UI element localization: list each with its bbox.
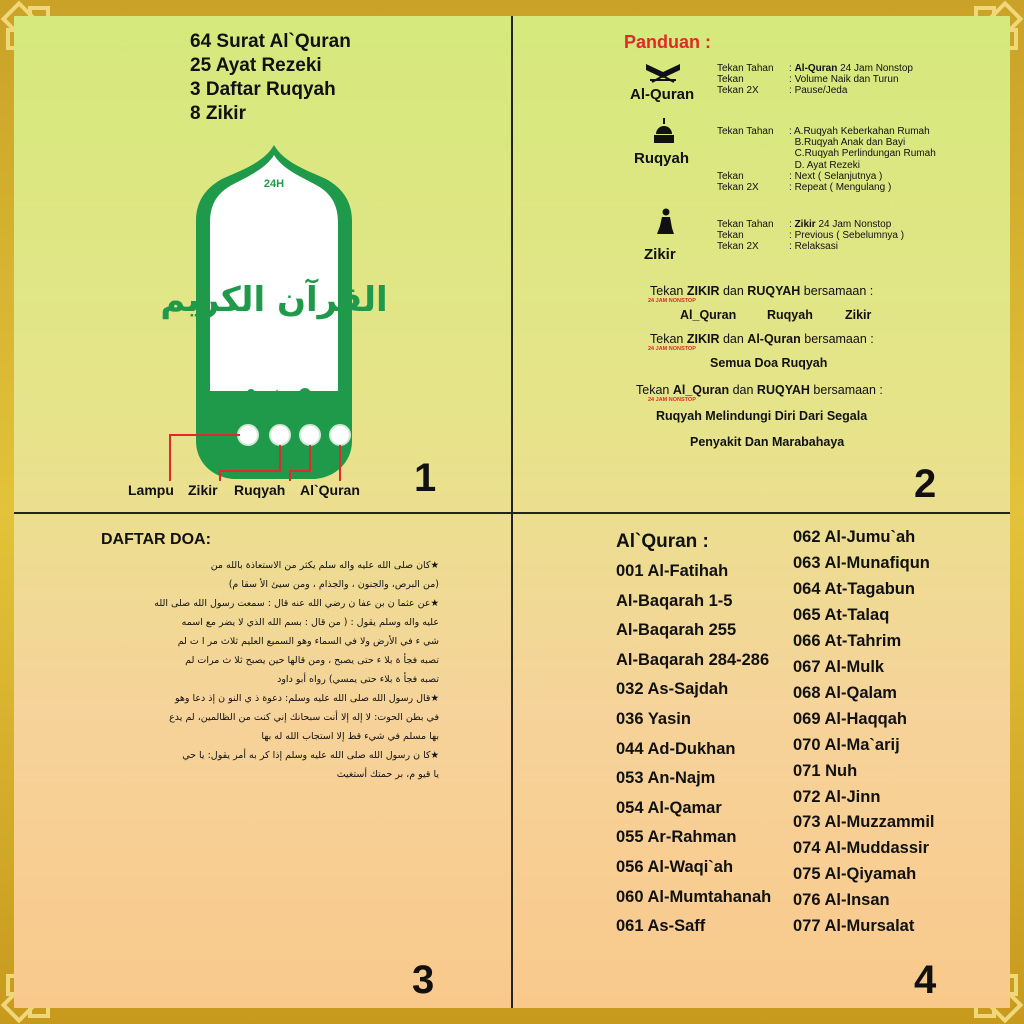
surah-item: 073 Al-Muzzammil <box>793 813 935 832</box>
surah-item: 067 Al-Mulk <box>793 657 885 676</box>
instruction-row: D. Ayat Rezeki <box>794 159 860 171</box>
instruction-row: Tekan 2X : Repeat ( Mengulang ) <box>717 182 892 194</box>
surah-item: 072 Al-Jinn <box>793 787 881 806</box>
panel-number: 1 <box>414 456 437 500</box>
section-label-ruqyah: Ruqyah <box>634 150 690 167</box>
instructions-alquran <box>717 63 913 97</box>
surah-item: 069 Al-Haqqah <box>793 709 908 728</box>
doa-line: ★كا ن رسول الله صلى الله عليه وسلم إذا كر به أمر يقول: يا حي <box>182 750 439 761</box>
panel-number: 2 <box>914 462 937 506</box>
surah-item: 075 Al-Qiyamah <box>793 865 917 884</box>
instruction-row: Tekan Tahan : Zikir 24 Jam Nonstop <box>717 219 892 230</box>
instruction-row: Tekan : Previous ( Sebelumnya ) <box>717 230 905 242</box>
feature-line: 3 Daftar Ruqyah <box>190 79 336 100</box>
label-ruqyah: Ruqyah <box>234 482 286 498</box>
combo-instruction: Tekan ZIKIR dan RUQYAH bersamaan : <box>650 284 874 298</box>
doa-line: يا قيو م، بر حمتك أستغيث <box>336 769 439 780</box>
surah-item: 053 An-Najm <box>616 769 716 788</box>
feature-list <box>190 30 351 126</box>
surah-item: 062 Al-Jumu`ah <box>793 528 916 546</box>
nonstop-tag: 24 JAM NONSTOP <box>648 346 696 352</box>
surah-item: 077 Al-Mursalat <box>793 917 915 936</box>
doa-line: ★عن عثما ن بن عفا ن رضي الله عنه قال : سمعت رسول الله صلى الله <box>154 598 439 609</box>
book-rehal-icon <box>642 60 684 84</box>
device-illustration <box>114 141 437 521</box>
nonstop-tag: 24 JAM NONSTOP <box>648 298 696 304</box>
doa-line: تصبه فجأ ة بلا ء حتى يصبح ، ومن قالها حين يصبح ثلا ث مرات لم <box>185 655 439 666</box>
section-label-alquran: Al-Quran <box>630 86 695 103</box>
surah-item: 071 Nuh <box>793 761 858 780</box>
label-alquran: Al`Quran <box>300 482 360 498</box>
doa-line: بها مسلم في شيء قط إلا استجاب الله له بها <box>261 731 439 742</box>
surah-item: 076 Al-Insan <box>793 891 890 910</box>
feature-line: 25 Ayat Rezeki <box>190 55 322 76</box>
surah-item: 063 Al-Munafiqun <box>793 553 930 572</box>
doa-line: تصبه فجأ ة بلاء حتى يمسي) رواه أبو داود <box>277 674 439 685</box>
instruction-row: Tekan Tahan : A.Ruqyah Keberkahan Rumah <box>717 126 930 137</box>
doa-list <box>99 556 439 784</box>
feature-line: 8 Zikir <box>190 103 246 124</box>
instruction-row: C.Ruqyah Perlindungan Rumah <box>794 148 936 160</box>
combo-result: Semua Doa Ruqyah <box>710 356 828 370</box>
combo-result: Ruqyah Melindungi Diri Dari Segala <box>656 409 868 423</box>
panduan-title: Panduan : <box>624 32 712 52</box>
surah-item: 061 As-Saff <box>616 917 706 936</box>
surah-item: 068 Al-Qalam <box>793 683 897 702</box>
surah-item: 036 Yasin <box>616 710 691 728</box>
lamp-icon <box>247 389 255 397</box>
doa-line: ★كان صلى الله عليه واله سلم يكثر من الاستعاذة بالله من <box>210 560 439 571</box>
zikir-button <box>270 425 290 445</box>
instructions-ruqyah <box>717 126 936 193</box>
combo-instruction: Tekan ZIKIR dan Al-Quran bersamaan : <box>650 332 874 346</box>
surah-item: Al-Baqarah 1-5 <box>616 591 733 610</box>
panel-number: 4 <box>914 958 937 1002</box>
doa-line: في بطن الحوت: لا إله إلا أنت سبحانك إني كنت من الظالمين، لم يدع <box>169 712 439 723</box>
surah-item: 055 Ar-Rahman <box>616 828 737 847</box>
surah-item: 032 As-Sajdah <box>616 680 729 699</box>
doa-line: شي ء في الأرض ولا في السماء وهو السميع العليم ثلاث مر ا ت لم <box>177 636 439 647</box>
ruqyah-button <box>300 425 320 445</box>
surah-item: 056 Al-Waqi`ah <box>616 858 734 876</box>
doa-line: عليه واله وسلم يقول : ( من قال : بسم الله الذي لا يضر مع اسمه <box>181 617 439 628</box>
surah-item: 044 Ad-Dukhan <box>616 739 736 758</box>
daftar-doa-title: DAFTAR DOA: <box>101 531 211 548</box>
quran-logo: القرآن الكريم <box>160 280 388 320</box>
combo-result: Al_Quran <box>680 308 737 322</box>
surah-item: 001 Al-Fatihah <box>616 562 729 580</box>
panel-number: 3 <box>412 958 435 1002</box>
instruction-row: Tekan 2X : Pause/Jeda <box>717 85 848 97</box>
content-board <box>14 16 1010 1008</box>
badge-24h: 24H <box>263 178 285 190</box>
surah-item: 070 Al-Ma`arij <box>793 735 900 754</box>
instruction-row: Tekan : Next ( Selanjutnya ) <box>717 170 883 182</box>
section-label-zikir: Zikir <box>644 246 676 263</box>
quran-button <box>330 425 350 445</box>
doa-line: (من البرص، والجنون ، والجذام ، ومن سيئ الأ سقا م) <box>228 579 439 590</box>
surah-item: 060 Al-Mumtahanah <box>616 887 772 906</box>
mosque-icon <box>652 118 676 144</box>
instructions-zikir <box>717 219 904 253</box>
instruction-row: Tekan : Volume Naik dan Turun <box>717 74 899 86</box>
nonstop-tag: 24 JAM NONSTOP <box>648 397 696 403</box>
combo-result: Penyakit Dan Marabahaya <box>690 435 845 449</box>
instruction-row: B.Ruqyah Anak dan Bayi <box>794 137 906 149</box>
combo-result: Zikir <box>845 308 872 322</box>
praying-person-icon <box>654 208 676 236</box>
combo-result: Ruqyah <box>767 308 813 322</box>
surah-item: 074 Al-Muddassir <box>793 839 930 858</box>
surah-list-title: Al`Quran : <box>616 531 709 552</box>
label-zikir: Zikir <box>188 482 218 498</box>
combo-instruction: Tekan Al_Quran dan RUQYAH bersamaan : <box>636 383 883 397</box>
surah-item: 064 At-Tagabun <box>793 579 915 598</box>
surah-item: 065 At-Talaq <box>793 605 890 624</box>
instruction-row: Tekan Tahan : Al-Quran 24 Jam Nonstop <box>717 63 913 74</box>
feature-line: 64 Surat Al`Quran <box>190 31 351 52</box>
surah-item: Al-Baqarah 255 <box>616 621 737 640</box>
surah-item: 066 At-Tahrim <box>793 631 902 650</box>
doa-line: ★قال رسول الله صلى الله عليه وسلم: دعوة ذ ي النو ن إذ دعا وهو <box>174 693 439 704</box>
surah-item: Al-Baqarah 284-286 <box>616 650 770 669</box>
instruction-row: Tekan 2X : Relaksasi <box>717 241 838 253</box>
label-lampu: Lampu <box>128 482 174 498</box>
surah-item: 054 Al-Qamar <box>616 798 722 817</box>
lamp-button <box>238 425 258 445</box>
